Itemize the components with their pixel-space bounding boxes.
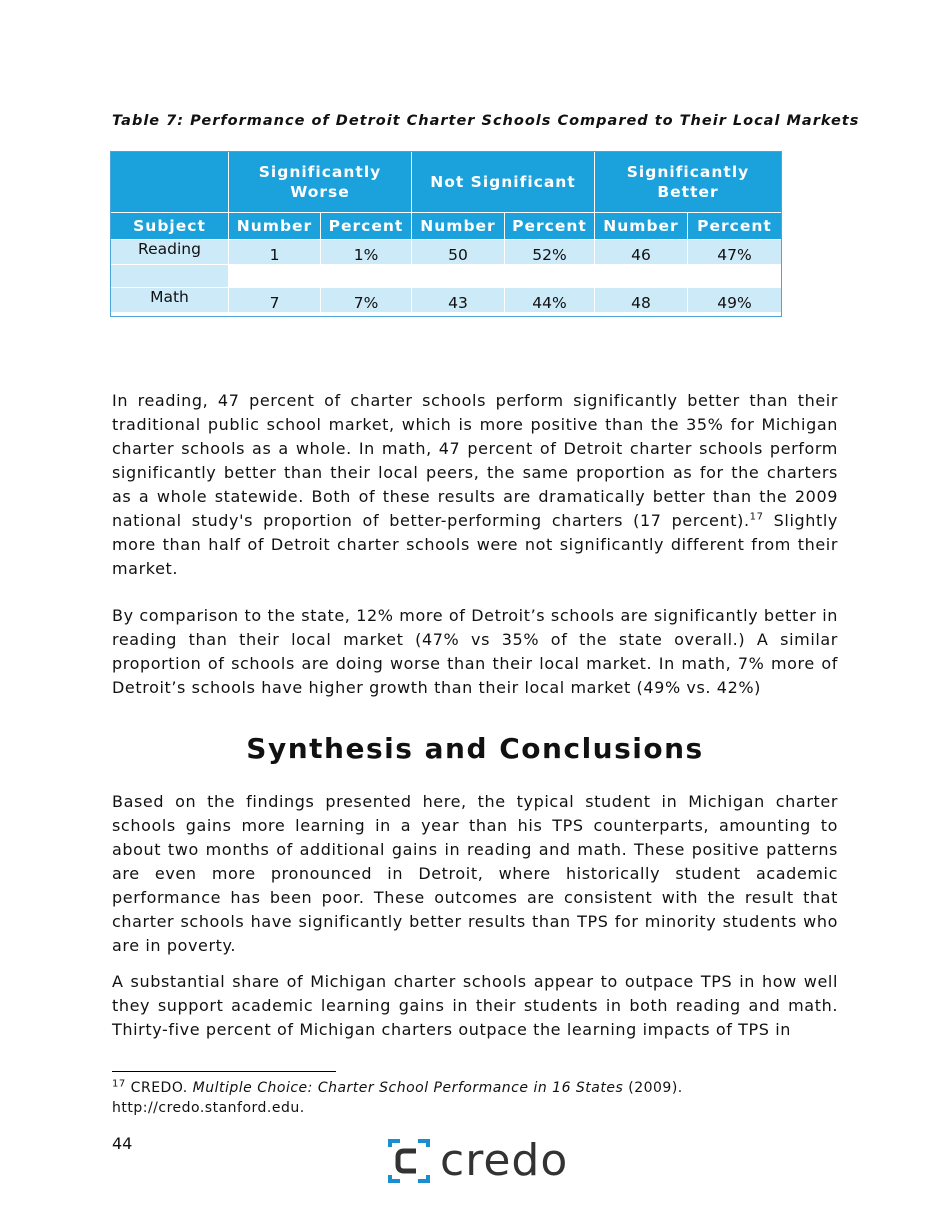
table-row: [111, 288, 782, 313]
footnote: [112, 1078, 683, 1118]
table-cell: 50: [412, 240, 505, 265]
sub-header: Percent: [505, 213, 595, 240]
footnote-suffix: (2009).: [623, 1080, 683, 1096]
sub-header: Number: [412, 213, 505, 240]
group-header-worse: Significantly Worse: [229, 152, 412, 213]
table-cell: 43: [412, 288, 505, 313]
table-cell: 46: [595, 240, 688, 265]
footnote-marker[interactable]: 17: [749, 511, 764, 523]
group-header-not-significant: Not Significant: [412, 152, 595, 213]
paragraph-text: Slightly more than half of Detroit charter schools were not significantly different from their market.: [112, 511, 838, 578]
table-cell: 1%: [321, 240, 412, 265]
table-cell: 48: [595, 288, 688, 313]
subject-cell: Reading: [111, 240, 229, 265]
body-paragraph-4: A substantial share of Michigan charter schools appear to outpace TPS in how well they support academic learning gains in their students in both reading and math. Thirty-five percent of Michigan charters outpace the learning impacts of TPS in: [112, 972, 838, 1039]
sub-header: Number: [229, 213, 321, 240]
credo-logo: [386, 1136, 568, 1186]
section-heading: Synthesis and Conclusions: [246, 732, 704, 765]
subject-header: Subject: [111, 213, 229, 240]
table-cell: 49%: [688, 288, 782, 313]
footnote-prefix: CREDO.: [125, 1080, 193, 1096]
sub-header: Percent: [321, 213, 412, 240]
footnote-link[interactable]: http://credo.stanford.edu.: [112, 1100, 305, 1116]
logo-wordmark: credo: [440, 1135, 569, 1186]
table-cell: 1: [229, 240, 321, 265]
body-paragraph-3: Based on the findings presented here, the typical student in Michigan charter schools gains more learning in a year than his TPS counterparts, amounting to about two months of additional gains in reading and math. These positive patterns are even more pronounced in Detroit, where historically student academic performance has been poor. These outcomes are consistent with the result that charter schools have significantly better results than TPS for minority students who are in poverty.: [112, 792, 838, 955]
table-cell: 47%: [688, 240, 782, 265]
table-cell: 7: [229, 288, 321, 313]
footnote-divider: [112, 1071, 336, 1072]
performance-table: [110, 151, 782, 313]
body-paragraph-2: By comparison to the state, 12% more of Detroit’s schools are significantly better in reading than their local market (47% vs 35% of the state overall.) A similar proportion of schools are doing worse than their local market. In math, 7% more of Detroit’s schools have higher growth than their local market (49% vs. 42%): [112, 606, 838, 697]
sub-header: Percent: [688, 213, 782, 240]
table-cell: 7%: [321, 288, 412, 313]
footnote-title: Multiple Choice: Charter School Performance in 16 States: [192, 1080, 624, 1096]
table-cell: 44%: [505, 288, 595, 313]
header-blank: [111, 152, 229, 213]
credo-logo-icon: [386, 1137, 432, 1185]
sub-header: Number: [595, 213, 688, 240]
page-number: 44: [112, 1134, 133, 1153]
table-cell: 52%: [505, 240, 595, 265]
spacer-row: [111, 265, 782, 288]
subject-cell: Math: [111, 288, 229, 313]
group-header-better: Significantly Better: [595, 152, 782, 213]
table-caption: Table 7: Performance of Detroit Charter Schools Compared to Their Local Markets: [112, 113, 860, 129]
paragraph-text: In reading, 47 percent of charter schools perform significantly better than their traditional public school market, which is more positive than the 35% for Michigan charter schools as a whole. In math, 47 percent of Detroit charter schools perform significantly better than their local peers, the same proportion as for the charters as a whole statewide. Both of these results are dramatically better than the 2009 national study's proportion of better-performing charters (17 percent).: [112, 391, 838, 530]
body-paragraph-1: [112, 389, 838, 581]
table-row: [111, 240, 782, 265]
footnote-number: 17: [112, 1078, 126, 1090]
